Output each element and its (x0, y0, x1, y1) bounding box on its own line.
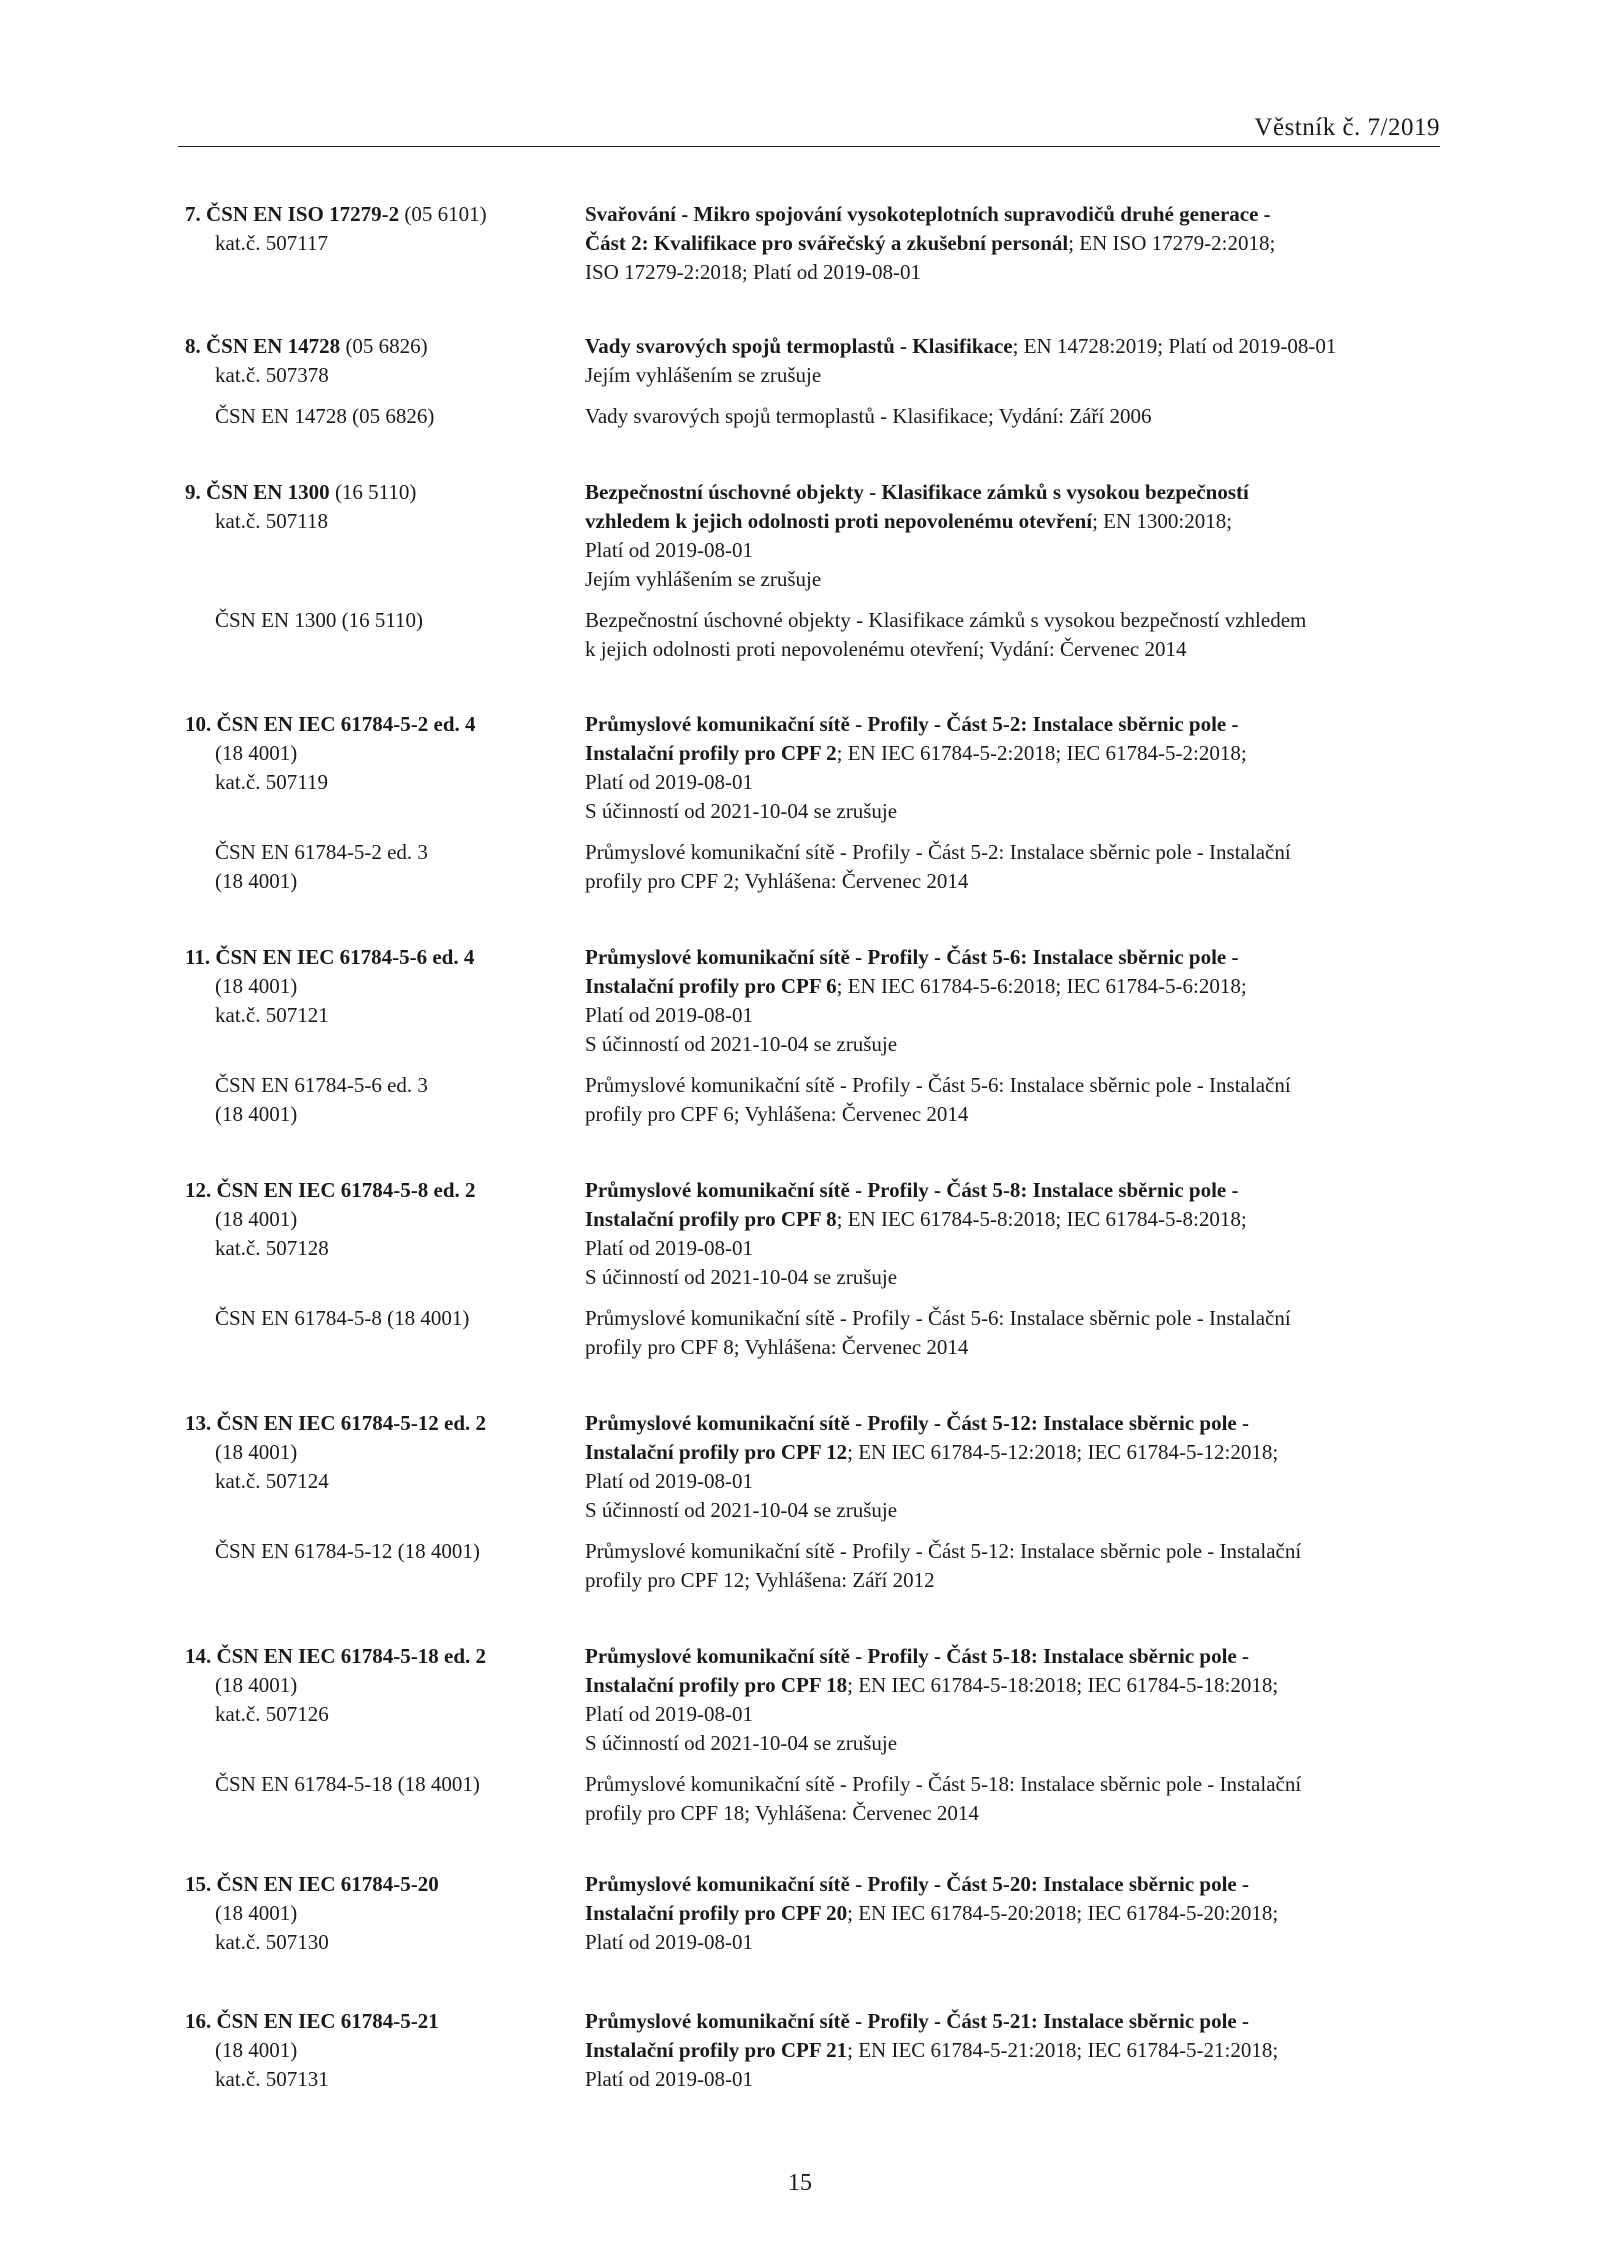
designation-sub-line: (18 4001) (215, 2038, 298, 2062)
replaced-description (585, 838, 1445, 896)
replaced-standard-row (0, 1770, 1600, 1828)
standard-number: 10. ČSN EN IEC 61784-5-2 ed. 4 (185, 712, 476, 736)
standard-designation (185, 200, 575, 258)
entry-main-row (0, 1409, 1600, 1525)
replaced-designation-line: (18 4001) (215, 1102, 298, 1126)
replaced-standard-row (0, 606, 1600, 664)
standard-references: ; EN IEC 61784-5-21:2018; IEC 61784-5-21:2018; (847, 2038, 1279, 2062)
replaced-description (585, 1304, 1445, 1362)
standard-entry (0, 332, 1600, 431)
replaced-designation-line: ČSN EN 14728 (05 6826) (215, 404, 435, 428)
standard-number: 13. ČSN EN IEC 61784-5-12 ed. 2 (185, 1411, 487, 1435)
title-line (585, 1205, 1445, 1234)
replaced-description-line: profily pro CPF 6; Vyhlášena: Červenec 2014 (585, 1102, 969, 1126)
designation-line (185, 2007, 575, 2036)
standard-description (585, 200, 1445, 287)
designation-sub-line: (18 4001) (215, 741, 298, 765)
standard-number: 11. ČSN EN IEC 61784-5-6 ed. 4 (185, 945, 475, 969)
validity-line: S účinností od 2021-10-04 se zrušuje (585, 799, 898, 823)
validity-line: S účinností od 2021-10-04 se zrušuje (585, 1265, 898, 1289)
classification-code: (05 6101) (399, 202, 487, 226)
standard-title: Instalační profily pro CPF 21 (585, 2038, 848, 2062)
replaced-standard-row (0, 1304, 1600, 1362)
standard-references: ; EN 14728:2019; Platí od 2019-08-01 (1012, 334, 1337, 358)
validity-line: S účinností od 2021-10-04 se zrušuje (585, 1498, 898, 1522)
designation-sub-line: kat.č. 507126 (215, 1702, 329, 1726)
standard-title: Bezpečnostní úschovné objekty - Klasifikace zámků s vysokou bezpečností (585, 480, 1249, 504)
standard-title: Část 2: Kvalifikace pro svářečský a zkušební personál (585, 231, 1069, 255)
designation-sub-line: kat.č. 507121 (215, 1003, 329, 1027)
designation-sub-line: kat.č. 507130 (215, 1930, 329, 1954)
page-number: 15 (788, 2170, 812, 2196)
standard-designation (185, 710, 575, 797)
designation-sub-line: kat.č. 507118 (215, 509, 328, 533)
standard-designation (185, 478, 575, 536)
replaced-description-line: profily pro CPF 2; Vyhlášena: Červenec 2014 (585, 869, 969, 893)
designation-sub-line: kat.č. 507128 (215, 1236, 329, 1260)
replaced-standard-row (0, 402, 1600, 431)
standard-title: Průmyslové komunikační sítě - Profily - Část 5-2: Instalace sběrnic pole - (585, 712, 1239, 736)
replaced-description (585, 1770, 1445, 1828)
replaced-designation-line: ČSN EN 61784-5-12 (18 4001) (215, 1539, 480, 1563)
replaced-designation (215, 1071, 605, 1129)
classification-code: (16 5110) (329, 480, 417, 504)
validity-line: Platí od 2019-08-01 (585, 2067, 753, 2091)
standard-description (585, 478, 1445, 594)
designation-sub-line: (18 4001) (215, 1673, 298, 1697)
classification-code: (05 6826) (340, 334, 428, 358)
replaced-designation (215, 1304, 605, 1333)
validity-line: Platí od 2019-08-01 (585, 538, 753, 562)
page-header (178, 108, 1440, 147)
replaced-designation-line: ČSN EN 61784-5-2 ed. 3 (215, 840, 428, 864)
standard-entry (0, 943, 1600, 1129)
designation-line (185, 332, 575, 361)
replaced-description-line: Průmyslové komunikační sítě - Profily - Část 5-6: Instalace sběrnic pole - Instalační (585, 1073, 1291, 1097)
standard-designation (185, 943, 575, 1030)
standard-description (585, 943, 1445, 1059)
title-line (585, 200, 1445, 229)
designation-sub-line: kat.č. 507119 (215, 770, 328, 794)
standard-number: 16. ČSN EN IEC 61784-5-21 (185, 2009, 439, 2033)
title-line (585, 2007, 1445, 2036)
replaced-description-line: Průmyslové komunikační sítě - Profily - Část 5-18: Instalace sběrnic pole - Instalační (585, 1772, 1302, 1796)
standard-number: 12. ČSN EN IEC 61784-5-8 ed. 2 (185, 1178, 476, 1202)
title-line (585, 1870, 1445, 1899)
replaced-designation-line: ČSN EN 61784-5-8 (18 4001) (215, 1306, 470, 1330)
standard-entry (0, 710, 1600, 896)
standard-description (585, 332, 1445, 390)
title-line (585, 710, 1445, 739)
standard-title: Instalační profily pro CPF 2 (585, 741, 837, 765)
journal-title: Věstník č. 7/2019 (1254, 114, 1440, 141)
designation-sub-line: kat.č. 507124 (215, 1469, 329, 1493)
standard-title: Instalační profily pro CPF 8 (585, 1207, 837, 1231)
standard-description (585, 2007, 1445, 2094)
standard-designation (185, 1870, 575, 1957)
designation-line (185, 1642, 575, 1671)
replaced-description-line: Vady svarových spojů termoplastů - Klasifikace; Vydání: Září 2006 (585, 404, 1152, 428)
entry-main-row (0, 200, 1600, 287)
title-line (585, 229, 1445, 258)
validity-line: Platí od 2019-08-01 (585, 1003, 753, 1027)
standard-title: Průmyslové komunikační sítě - Profily - Část 5-6: Instalace sběrnic pole - (585, 945, 1239, 969)
standard-designation (185, 1642, 575, 1729)
designation-line (185, 200, 575, 229)
standard-description (585, 1642, 1445, 1758)
entry-main-row (0, 1642, 1600, 1758)
standard-description (585, 1870, 1445, 1957)
replaced-description (585, 1537, 1445, 1595)
replaced-description-line: Bezpečnostní úschovné objekty - Klasifikace zámků s vysokou bezpečností vzhledem (585, 608, 1307, 632)
standard-references: ; EN 1300:2018; (1092, 509, 1233, 533)
designation-sub-line: kat.č. 507131 (215, 2067, 329, 2091)
validity-line: Platí od 2019-08-01 (585, 1930, 753, 1954)
validity-line: Platí od 2019-08-01 (585, 1702, 753, 1726)
designation-line (185, 1409, 575, 1438)
designation-sub-line: (18 4001) (215, 974, 298, 998)
replaced-description (585, 606, 1445, 664)
replaced-standard-row (0, 1537, 1600, 1595)
replaced-designation (215, 838, 605, 896)
standard-entry (0, 200, 1600, 287)
standard-title: Instalační profily pro CPF 6 (585, 974, 837, 998)
validity-line: Jejím vyhlášením se zrušuje (585, 363, 822, 387)
replaced-designation-line: ČSN EN 61784-5-6 ed. 3 (215, 1073, 428, 1097)
standard-description (585, 710, 1445, 826)
standard-description (585, 1409, 1445, 1525)
replaced-description-line: Průmyslové komunikační sítě - Profily - Část 5-6: Instalace sběrnic pole - Instalační (585, 1306, 1291, 1330)
replaced-description (585, 1071, 1445, 1129)
standard-title: Instalační profily pro CPF 20 (585, 1901, 848, 1925)
validity-line: Platí od 2019-08-01 (585, 1236, 753, 1260)
standard-title: Průmyslové komunikační sítě - Profily - Část 5-12: Instalace sběrnic pole - (585, 1411, 1249, 1435)
replaced-description (585, 402, 1445, 431)
standard-title: Průmyslové komunikační sítě - Profily - Část 5-8: Instalace sběrnic pole - (585, 1178, 1239, 1202)
standard-number: 15. ČSN EN IEC 61784-5-20 (185, 1872, 439, 1896)
entry-main-row (0, 943, 1600, 1059)
entry-main-row (0, 710, 1600, 826)
standard-references: ; EN IEC 61784-5-8:2018; IEC 61784-5-8:2018; (836, 1207, 1247, 1231)
title-line (585, 507, 1445, 536)
replaced-designation-line: ČSN EN 61784-5-18 (18 4001) (215, 1772, 480, 1796)
standard-references: ; EN IEC 61784-5-18:2018; IEC 61784-5-18:2018; (847, 1673, 1279, 1697)
title-line (585, 1642, 1445, 1671)
standard-entry (0, 2007, 1600, 2094)
standard-number: 14. ČSN EN IEC 61784-5-18 ed. 2 (185, 1644, 487, 1668)
standard-entry (0, 478, 1600, 664)
standard-entry (0, 1642, 1600, 1828)
title-line (585, 1438, 1445, 1467)
replaced-description-line: profily pro CPF 12; Vyhlášena: Září 2012 (585, 1568, 935, 1592)
entry-main-row (0, 1870, 1600, 1957)
standard-title: Instalační profily pro CPF 12 (585, 1440, 848, 1464)
standard-title: Průmyslové komunikační sítě - Profily - Část 5-21: Instalace sběrnic pole - (585, 2009, 1249, 2033)
entry-main-row (0, 332, 1600, 390)
replaced-description-line: profily pro CPF 18; Vyhlášena: Červenec 2014 (585, 1801, 979, 1825)
entry-main-row (0, 2007, 1600, 2094)
entry-main-row (0, 1176, 1600, 1292)
replaced-description-line: Průmyslové komunikační sítě - Profily - Část 5-2: Instalace sběrnic pole - Instalační (585, 840, 1291, 864)
standard-title: Vady svarových spojů termoplastů - Klasifikace (585, 334, 1013, 358)
replaced-designation (215, 402, 605, 431)
validity-line: ISO 17279-2:2018; Platí od 2019-08-01 (585, 260, 921, 284)
title-line (585, 1176, 1445, 1205)
standard-entry (0, 1870, 1600, 1957)
standard-entry (0, 1176, 1600, 1362)
standard-title: Průmyslové komunikační sítě - Profily - Část 5-18: Instalace sběrnic pole - (585, 1644, 1249, 1668)
title-line (585, 2036, 1445, 2065)
validity-line: Platí od 2019-08-01 (585, 1469, 753, 1493)
title-line (585, 478, 1445, 507)
validity-line: S účinností od 2021-10-04 se zrušuje (585, 1032, 898, 1056)
replaced-designation (215, 606, 605, 635)
title-line (585, 332, 1445, 361)
replaced-standard-row (0, 1071, 1600, 1129)
standard-description (585, 1176, 1445, 1292)
standard-references: ; EN IEC 61784-5-2:2018; IEC 61784-5-2:2018; (836, 741, 1247, 765)
title-line (585, 1671, 1445, 1700)
replaced-description-line: Průmyslové komunikační sítě - Profily - Část 5-12: Instalace sběrnic pole - Instalační (585, 1539, 1302, 1563)
title-line (585, 1899, 1445, 1928)
title-line (585, 1409, 1445, 1438)
designation-line (185, 1870, 575, 1899)
designation-line (185, 1176, 575, 1205)
replaced-designation-line: ČSN EN 1300 (16 5110) (215, 608, 424, 632)
standard-references: ; EN ISO 17279-2:2018; (1068, 231, 1276, 255)
replaced-designation-line: (18 4001) (215, 869, 298, 893)
designation-sub-line: kat.č. 507117 (215, 231, 328, 255)
standard-references: ; EN IEC 61784-5-6:2018; IEC 61784-5-6:2018; (836, 974, 1247, 998)
standard-entry (0, 1409, 1600, 1595)
standard-designation (185, 1409, 575, 1496)
standard-title: vzhledem k jejich odolnosti proti nepovolenému otevření (585, 509, 1093, 533)
replaced-description-line: profily pro CPF 8; Vyhlášena: Červenec 2014 (585, 1335, 969, 1359)
designation-sub-line: (18 4001) (215, 1440, 298, 1464)
standard-title: Instalační profily pro CPF 18 (585, 1673, 848, 1697)
title-line (585, 739, 1445, 768)
standard-references: ; EN IEC 61784-5-20:2018; IEC 61784-5-20:2018; (847, 1901, 1279, 1925)
standard-number: 9. ČSN EN 1300 (185, 480, 330, 504)
designation-sub-line: (18 4001) (215, 1901, 298, 1925)
standard-designation (185, 332, 575, 390)
title-line (585, 943, 1445, 972)
designation-line (185, 710, 575, 739)
replaced-standard-row (0, 838, 1600, 896)
designation-sub-line: kat.č. 507378 (215, 363, 329, 387)
designation-line (185, 943, 575, 972)
validity-line: Jejím vyhlášením se zrušuje (585, 567, 822, 591)
standard-title: Svařování - Mikro spojování vysokoteplotních supravodičů druhé generace - (585, 202, 1271, 226)
designation-line (185, 478, 575, 507)
designation-sub-line: (18 4001) (215, 1207, 298, 1231)
replaced-designation (215, 1537, 605, 1566)
standard-number: 7. ČSN EN ISO 17279-2 (185, 202, 400, 226)
standard-designation (185, 1176, 575, 1263)
standard-number: 8. ČSN EN 14728 (185, 334, 341, 358)
standard-references: ; EN IEC 61784-5-12:2018; IEC 61784-5-12:2018; (847, 1440, 1279, 1464)
validity-line: Platí od 2019-08-01 (585, 770, 753, 794)
validity-line: S účinností od 2021-10-04 se zrušuje (585, 1731, 898, 1755)
title-line (585, 972, 1445, 1001)
replaced-designation (215, 1770, 605, 1799)
entry-main-row (0, 478, 1600, 594)
standard-title: Průmyslové komunikační sítě - Profily - Část 5-20: Instalace sběrnic pole - (585, 1872, 1249, 1896)
replaced-description-line: k jejich odolnosti proti nepovolenému otevření; Vydání: Červenec 2014 (585, 637, 1187, 661)
standard-designation (185, 2007, 575, 2094)
